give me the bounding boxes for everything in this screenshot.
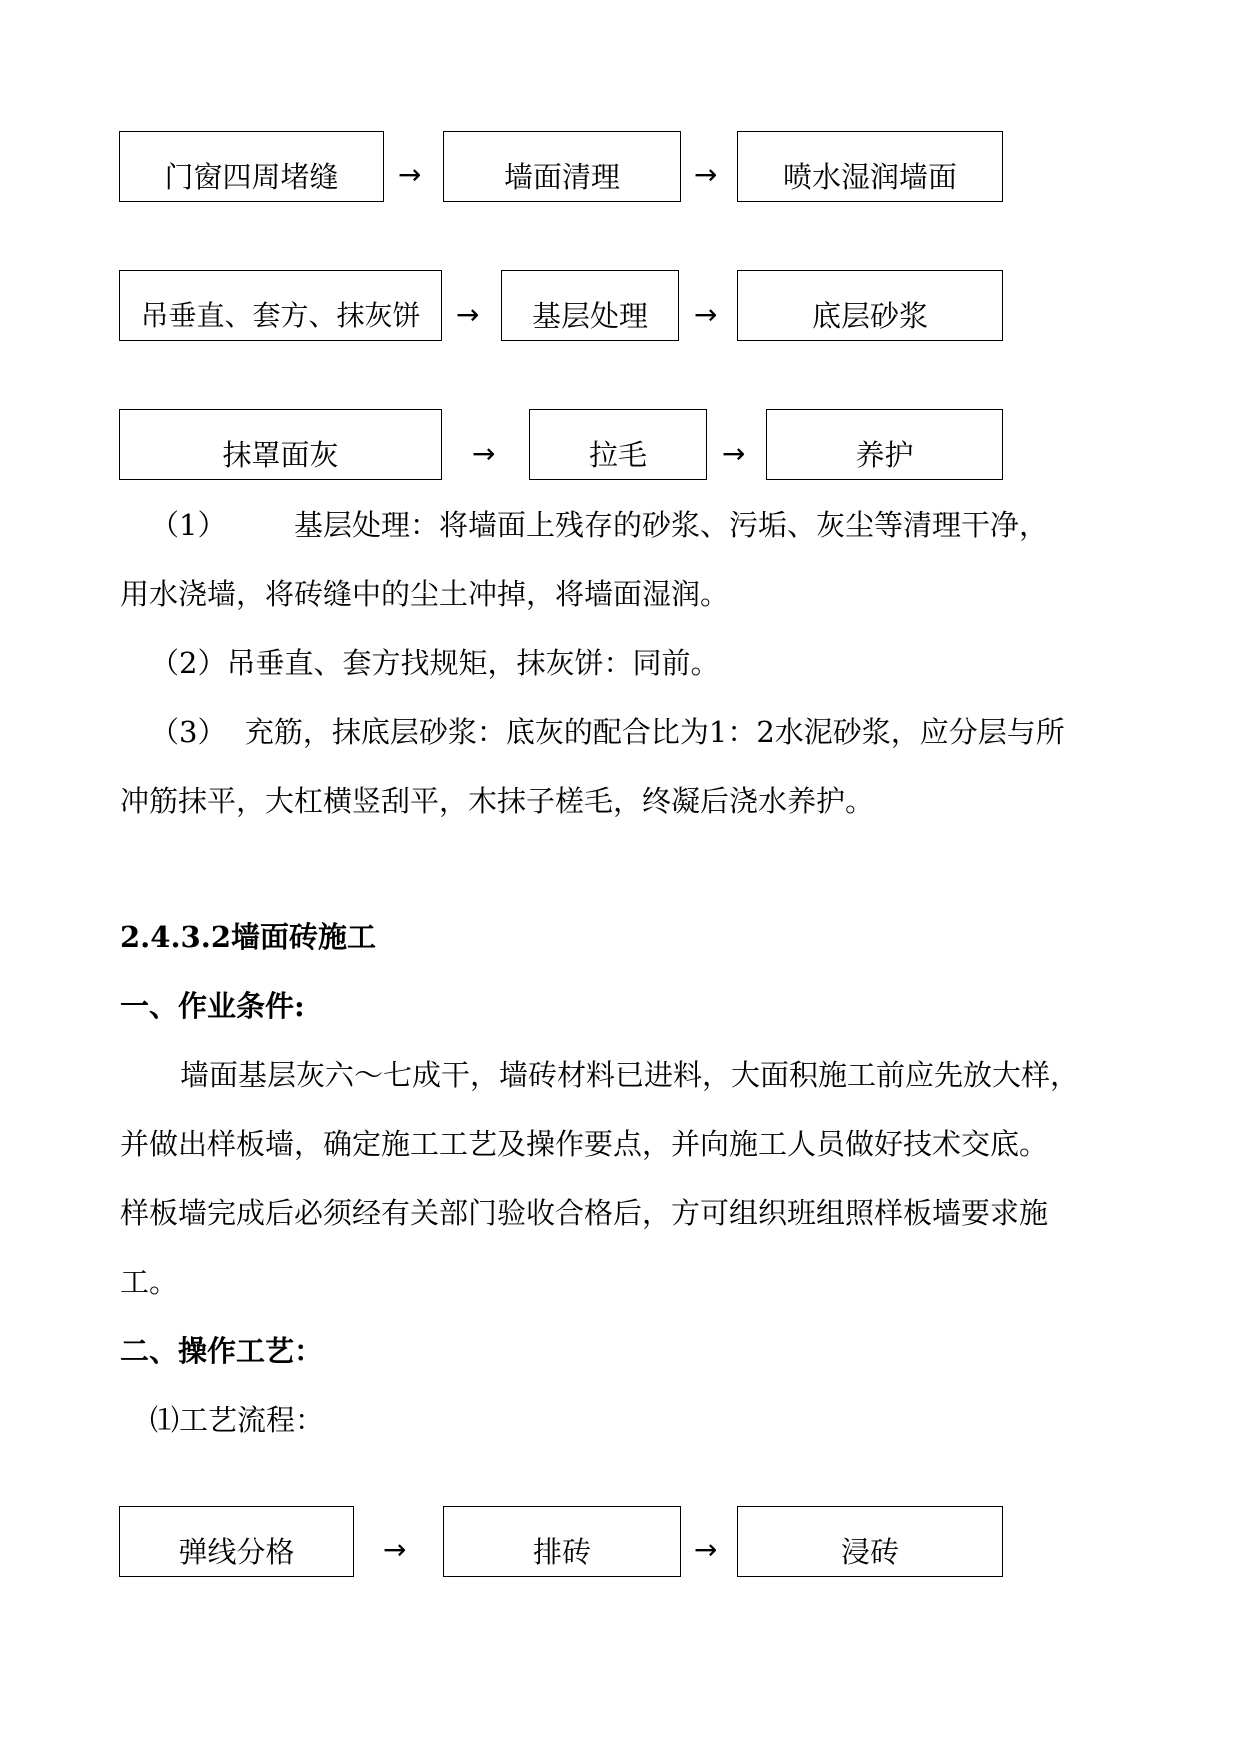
flow-box-curing: 养护 — [766, 409, 1003, 480]
flow-box-soak-tiles: 浸砖 — [737, 1506, 1003, 1577]
flow-arrow: → — [383, 1533, 407, 1566]
step-1-line-1: 基层处理：将墙面上残存的砂浆、污垢、灰尘等清理干净， — [294, 508, 1049, 542]
flow-box-wet-wall: 喷水湿润墙面 — [737, 131, 1003, 202]
step-1-number: （1） — [150, 508, 227, 542]
conditions-line-1: 墙面基层灰六～七成干，墙砖材料已进料，大面积施工前应先放大样， — [180, 1058, 1080, 1092]
step-3-line-2: 冲筋抹平，大杠横竖刮平，木抹子槎毛，终凝后浇水养护。 — [120, 784, 875, 818]
flow-arrow: → — [398, 158, 422, 191]
conditions-line-2: 并做出样板墙，确定施工工艺及操作要点，并向施工人员做好技术交底。 — [120, 1127, 1049, 1161]
flow-box-caulk-frames: 门窗四周堵缝 — [119, 131, 384, 202]
flow-box-base-mortar: 底层砂浆 — [737, 270, 1003, 341]
step-3-line-1: （3） 充筋，抹底层砂浆：底灰的配合比为1：2水泥砂浆，应分层与所 — [150, 715, 1065, 749]
heading-work-conditions: 一、作业条件: — [120, 989, 305, 1023]
flow-arrow: → — [456, 298, 480, 331]
flow-box-plumb-square: 吊垂直、套方、抹灰饼 — [119, 270, 442, 341]
subheading-process-flow: ⑴工艺流程： — [150, 1403, 325, 1437]
conditions-line-4: 工。 — [120, 1265, 179, 1299]
flow-arrow: → — [694, 298, 718, 331]
flow-arrow: → — [694, 1533, 718, 1566]
flow-box-lay-tiles: 排砖 — [443, 1506, 681, 1577]
flow-box-wall-cleaning: 墙面清理 — [443, 131, 681, 202]
flow-box-roughen: 拉毛 — [529, 409, 707, 480]
section-title: 2.4.3.2墙面砖施工 — [120, 920, 377, 954]
step-1-line-2: 用水浇墙，将砖缝中的尘土冲掉，将墙面湿润。 — [120, 577, 730, 611]
flow-arrow: → — [472, 437, 496, 470]
flow-box-finish-coat: 抹罩面灰 — [119, 409, 442, 480]
flow-arrow: → — [722, 437, 746, 470]
step-2: （2）吊垂直、套方找规矩，抹灰饼：同前。 — [150, 646, 720, 680]
flow-arrow: → — [694, 158, 718, 191]
flow-box-snap-lines: 弹线分格 — [119, 1506, 354, 1577]
flow-box-base-treatment: 基层处理 — [501, 270, 679, 341]
heading-operation-process: 二、操作工艺： — [120, 1334, 324, 1368]
conditions-line-3: 样板墙完成后必须经有关部门验收合格后，方可组织班组照样板墙要求施 — [120, 1196, 1049, 1230]
